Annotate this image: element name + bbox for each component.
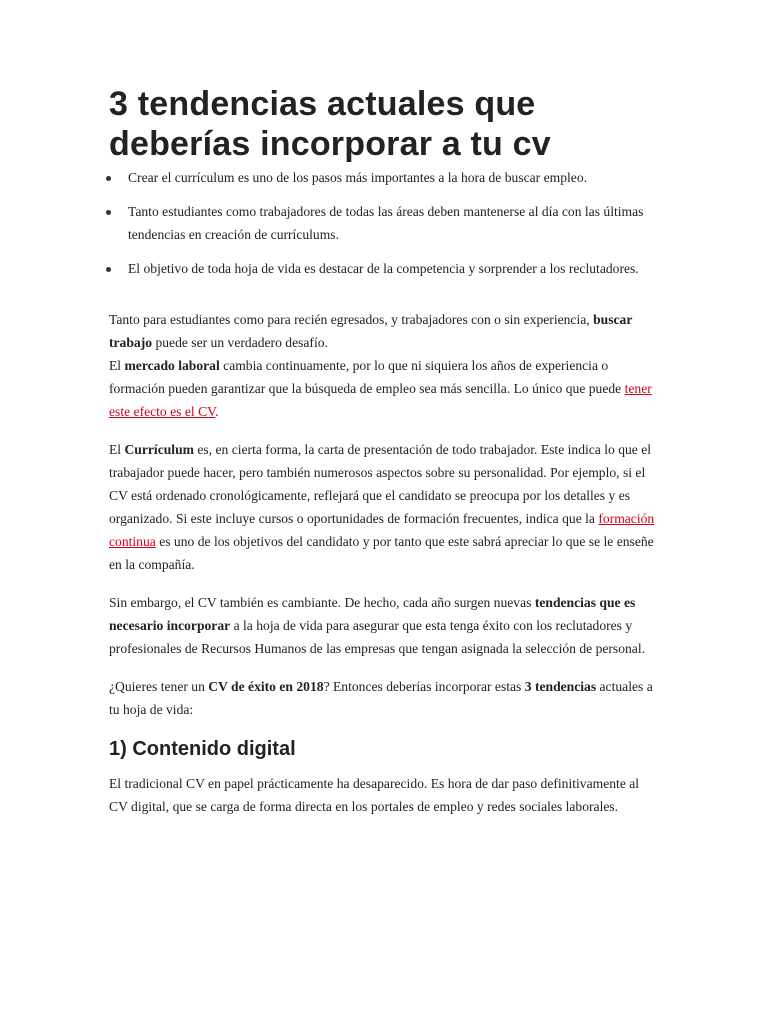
text: ¿Quieres tener un	[109, 679, 209, 694]
text: .	[215, 404, 219, 419]
paragraph-trends	[109, 591, 661, 660]
text: cambia continuamente, por lo que ni siquiera los años de experiencia o formación pueden garantizar que la búsqueda de empleo sea más sencilla. Lo único que puede	[109, 358, 625, 396]
text: a la hoja de vida para asegurar que esta tenga éxito con los reclutadores y profesionales de Recursos Humanos de las empresas que tengan asignada la selección de personal.	[109, 618, 646, 656]
summary-bullet	[109, 257, 661, 280]
bold-text: 3 tendencias	[524, 679, 597, 694]
summary-bullet-list	[109, 166, 661, 280]
paragraph-intro	[109, 308, 661, 423]
formacion-continua-link[interactable]: formación continua	[109, 511, 655, 549]
paragraph-contenido-digital: El tradicional CV en papel prácticamente ha desaparecido. Es hora de dar paso definitivamente al CV digital, que se carga de forma directa en los portales de empleo y redes sociales laborales.	[109, 776, 640, 814]
bold-text: CV de éxito en 2018	[208, 679, 324, 694]
text: puede ser un verdadero desafío.	[152, 335, 328, 350]
bullet-dot-icon	[106, 176, 111, 181]
bold-text: mercado laboral	[124, 358, 220, 373]
text: actuales a tu hoja de vida:	[109, 679, 653, 717]
summary-bullet	[109, 200, 661, 246]
text: ? Entonces deberías incorporar estas	[323, 679, 525, 694]
bullet-dot-icon	[106, 210, 111, 215]
section-heading-contenido-digital: 1) Contenido digital	[109, 738, 296, 760]
text: Tanto para estudiantes como para recién egresados, y trabajadores con o sin experiencia,	[109, 312, 594, 327]
summary-bullet	[109, 166, 661, 189]
summary-bullet-text: Tanto estudiantes como trabajadores de todas las áreas deben mantenerse al día con las últimas tendencias en creación de currículums.	[128, 204, 644, 242]
bold-text: buscar trabajo	[109, 312, 633, 350]
text: es, en cierta forma, la carta de presentación de todo trabajador. Este indica lo que el trabajador puede hacer, pero también numerosos aspectos sobre su personalidad. Por ejemplo, si el CV está ordenado cronológicamente, reflejará que el candidato se preocupa por los detalles y es organizado. Si este incluye cursos o oportunidades de formación frecuentes, indica que la	[109, 442, 652, 526]
article	[109, 84, 661, 833]
summary-bullet-text: Crear el currículum es uno de los pasos más importantes a la hora de buscar empleo.	[128, 170, 588, 185]
article-title: 3 tendencias actuales que deberías incorporar a tu cv	[109, 85, 551, 163]
paragraph-question	[109, 675, 661, 721]
bullet-dot-icon	[106, 267, 111, 272]
paragraph-curriculum	[109, 438, 661, 576]
cv-effect-link[interactable]: tener este efecto es el CV	[109, 381, 652, 419]
text: es uno de los objetivos del candidato y por tanto que este sabrá apreciar lo que se le enseñe en la compañía.	[109, 534, 654, 572]
bold-text: Currículum	[124, 442, 194, 457]
summary-bullet-text: El objetivo de toda hoja de vida es destacar de la competencia y sorprender a los reclutadores.	[128, 261, 639, 276]
text: El	[109, 358, 125, 373]
bold-text: tendencias que es necesario incorporar	[109, 595, 636, 633]
text: El	[109, 442, 125, 457]
text: Sin embargo, el CV también es cambiante. De hecho, cada año surgen nuevas	[109, 595, 535, 610]
